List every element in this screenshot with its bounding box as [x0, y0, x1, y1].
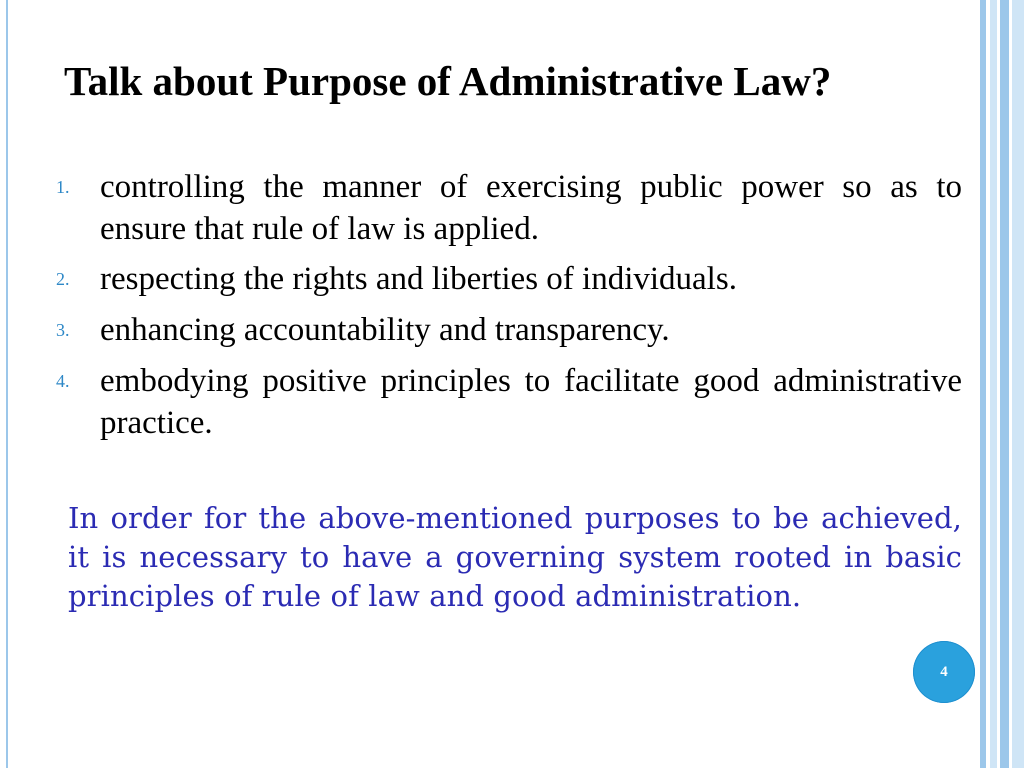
slide-title: Talk about Purpose of Administrative Law?	[64, 58, 832, 104]
list-item-text: respecting the rights and liberties of individuals.	[100, 261, 737, 297]
purpose-list	[56, 166, 962, 452]
list-item-number: 4.	[56, 371, 70, 391]
list-item-text: controlling the manner of exercising public power so as to ensure that rule of law is applied.	[100, 169, 962, 247]
conclusion-paragraph: In order for the above-mentioned purposes to be achieved, it is necessary to have a governing system rooted in basic principles of rule of law and good administration.	[68, 501, 962, 613]
stripe	[1000, 0, 1009, 768]
list-item	[56, 360, 962, 444]
right-decorative-stripes	[976, 0, 1024, 768]
list-item	[56, 258, 962, 301]
list-item-number: 2.	[56, 269, 70, 289]
list-item-number: 1.	[56, 177, 70, 197]
stripe	[1012, 0, 1024, 768]
list-item-number: 3.	[56, 320, 70, 340]
list-item	[56, 309, 962, 352]
list-item-text: embodying positive principles to facilitate good administrative practice.	[100, 363, 962, 441]
stripe	[990, 0, 997, 768]
list-item-text: enhancing accountability and transparency.	[100, 312, 670, 348]
page-number: 4	[940, 663, 948, 680]
list-item	[56, 166, 962, 250]
page-number-badge	[913, 641, 975, 703]
